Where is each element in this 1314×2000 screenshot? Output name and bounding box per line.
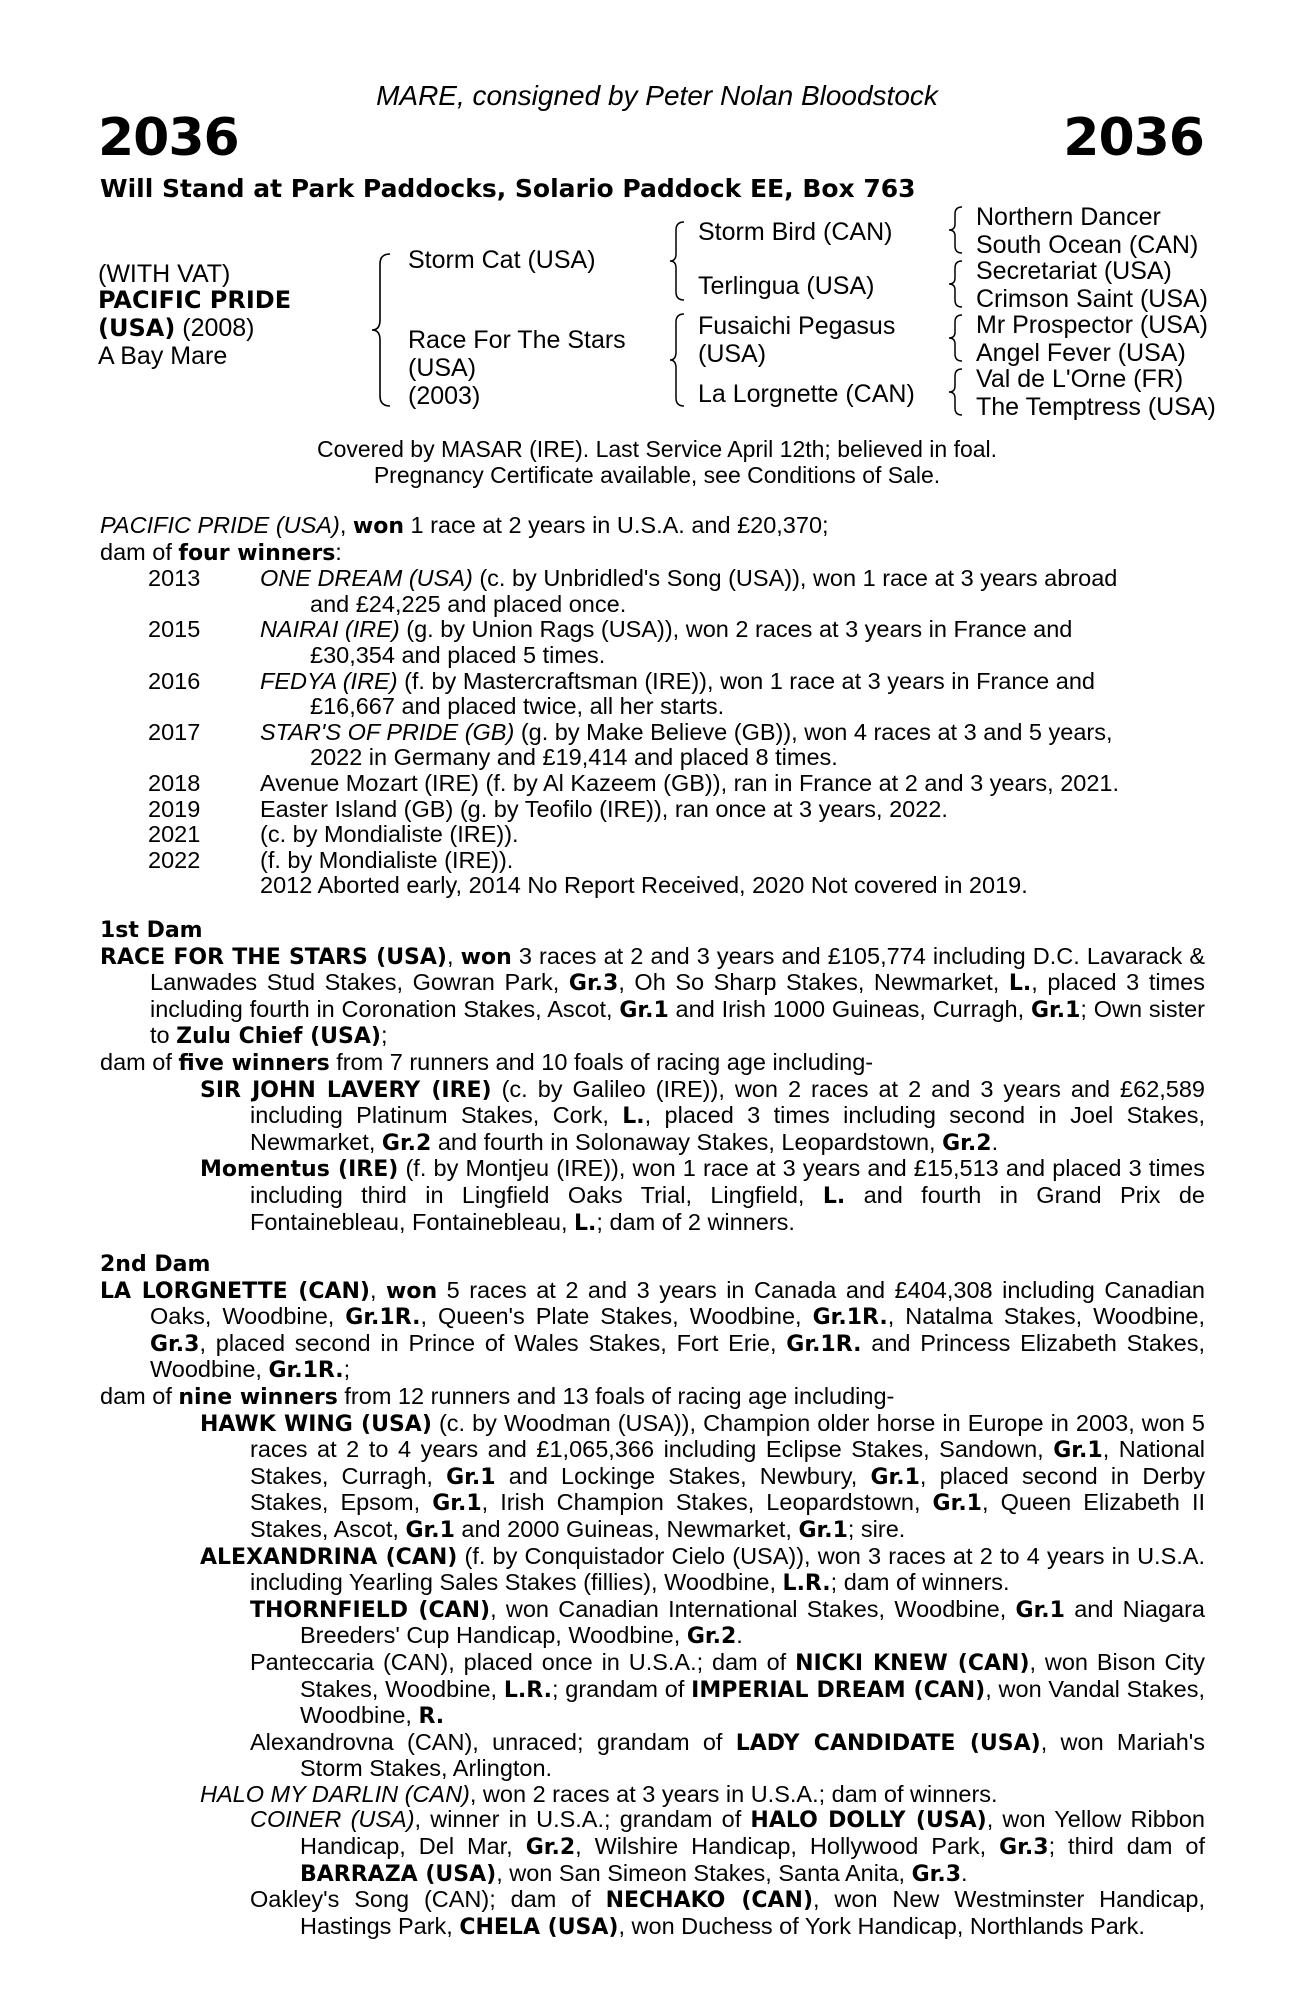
lot-number-left: 2036 (98, 108, 239, 168)
dam-line3: (2003) (408, 382, 481, 410)
horse-description: A Bay Mare (98, 342, 228, 370)
gg-7: Val de L'Orne (FR) (976, 365, 1184, 393)
gg-4: Crimson Saint (USA) (976, 285, 1208, 313)
produce-notes: 2012 Aborted early, 2014 No Report Received, 2020 Not covered in 2019. (260, 872, 1028, 899)
gg-1: Northern Dancer (976, 203, 1161, 231)
produce-2018: 2018 Avenue Mozart (IRE) (f. by Al Kazeem (GB)), ran in France at 2 and 3 years, 2021. (148, 769, 1120, 796)
brace-2-icon (946, 258, 968, 310)
produce-2019: 2019 Easter Island (GB) (g. by Teofilo (IRE)), ran once at 3 years, 2022. (148, 795, 948, 822)
brace-3-icon (946, 312, 968, 364)
first-dam-record: RACE FOR THE STARS (USA), won 3 races at 2 and 3 years and £105,774 including D.C. Lavarack & Lanwades Stud Stakes, Gowran Park, Gr.3, Oh So Sharp Stakes, Newmarket, L., placed 3 times including fourth in Coronation Stakes, Ascot, Gr.1 and Irish 1000 Guineas, Curragh, Gr.1; Own sister to Zulu Chief (USA); (100, 942, 1205, 1050)
oakleys-song: Oakley's Song (CAN); dam of NECHAKO (CAN), won New Westminster Handicap, Hastings Park, CHELA (USA), won Duchess of York Handicap, Northlands Park. (250, 1886, 1206, 1940)
produce-2021: 2021 (c. by Mondialiste (IRE)). (148, 821, 519, 848)
dam-dam: La Lorgnette (CAN) (698, 380, 915, 408)
momentus: Momentus (IRE) (f. by Montjeu (IRE)), won 1 race at 3 years and £15,513 and placed 3 times including third in Lingfield Oaks Trial, Lingfield, L. and fourth in Grand Prix de Fontainebleau, Fontainebleau, L.; dam of 2 winners. (200, 1155, 1205, 1236)
second-dam-winners: dam of nine winners from 12 runners and 13 foals of racing age including- (100, 1382, 895, 1410)
second-dam-section (100, 1252, 1205, 1940)
dam-brace-icon (666, 310, 690, 410)
sire-sire: Storm Bird (CAN) (698, 218, 893, 246)
dam-line1: Race For The Stars (408, 326, 626, 354)
hawk-wing: HAWK WING (USA) (c. by Woodman (USA)), Champion older horse in Europe in 2003, won 5 races at 2 to 4 years and £1,065,366 including Eclipse Stakes, Sandown, Gr.1, National Stakes, Curragh, Gr.1 and Lockinge Stakes, Newbury, Gr.1, placed second in Derby Stakes, Epsom, Gr.1, Irish Champion Stakes, Leopardstown, Gr.1, Queen Elizabeth II Stakes, Ascot, Gr.1 and 2000 Guineas, Newmarket, Gr.1; sire. (200, 1409, 1206, 1543)
second-dam-heading: 2nd Dam (100, 1252, 211, 1277)
sire-brace-icon (666, 218, 690, 304)
sir-john-lavery: SIR JOHN LAVERY (IRE) (c. by Galileo (IRE)), won 2 races at 2 and 3 years and £62,589 including Platinum Stakes, Cork, L., placed 3 times including second in Joel Stakes, Newmarket, Gr.2 and fourth in Solonaway Stakes, Leopardstown, Gr.2. (200, 1075, 1206, 1156)
covered-line2: Pregnancy Certificate available, see Conditions of Sale. (373, 462, 941, 488)
stand-location: Will Stand at Park Paddocks, Solario Paddock EE, Box 763 (100, 174, 916, 203)
panteccaria: Panteccaria (CAN), placed once in U.S.A.; dam of NICKI KNEW (CAN), won Bison City Stakes, Woodbine, L.R.; grandam of IMPERIAL DREAM (CAN), won Vandal Stakes, Woodbine, R. (250, 1648, 1206, 1730)
halo-my-darlin: HALO MY DARLIN (CAN), won 2 races at 3 years in U.S.A.; dam of winners. (200, 1780, 998, 1807)
alexandrovna: Alexandrovna (CAN), unraced; grandam of LADY CANDIDATE (USA), won Mariah's Storm Stakes, Arlington. (250, 1728, 1206, 1782)
first-dam-section (100, 918, 1205, 1236)
second-dam-record: LA LORGNETTE (CAN), won 5 races at 2 and 3 years in Canada and £404,308 including Canadian Oaks, Woodbine, Gr.1R., Queen's Plate Stakes, Woodbine, Gr.1R., Natalma Stakes, Woodbine, Gr.3, placed second in Prince of Wales Stakes, Fort Erie, Gr.1R. and Princess Elizabeth Stakes, Woodbine, Gr.1R.; (100, 1276, 1206, 1384)
dam-of-winners: dam of four winners: (100, 538, 342, 566)
produce-2022: 2022 (f. by Mondialiste (IRE)). (148, 846, 514, 873)
horse-name: PACIFIC PRIDE (98, 286, 292, 314)
horse-origin-year: (USA) (2008) (98, 314, 255, 342)
mare-summary: PACIFIC PRIDE (USA), won 1 race at 2 years in U.S.A. and £20,370; (100, 512, 829, 539)
main-brace-icon (368, 250, 398, 410)
sire: Storm Cat (USA) (408, 246, 596, 274)
vat-label: (WITH VAT) (98, 260, 231, 288)
thornfield: THORNFIELD (CAN), won Canadian International Stakes, Woodbine, Gr.1 and Niagara Breeders' Cup Handicap, Woodbine, Gr.2. (250, 1595, 1205, 1650)
dam-sire-line2: (USA) (698, 340, 767, 368)
produce-2013: 2013 ONE DREAM (USA) (c. by Unbridled's Song (USA)), won 1 race at 3 years abroad and £24,225 and placed once. (148, 565, 1118, 617)
first-dam-heading: 1st Dam (100, 918, 203, 943)
alexandrina: ALEXANDRINA (CAN) (f. by Conquistador Cielo (USA)), won 3 races at 2 to 4 years in U.S.A. including Yearling Sales Stakes (fillies), Woodbine, L.R.; dam of winners. (200, 1542, 1205, 1597)
brace-4-icon (946, 366, 968, 418)
gg-3: Secretariat (USA) (976, 257, 1172, 285)
covered-line1: Covered by MASAR (IRE). Last Service April 12th; believed in foal. (316, 436, 998, 462)
coiner: COINER (USA), winner in U.S.A.; grandam of HALO DOLLY (USA), won Yellow Ribbon Handicap, Del Mar, Gr.2, Wilshire Handicap, Hollywood Park, Gr.3; third dam of BARRAZA (USA), won San Simeon Stakes, Santa Anita, Gr.3. (250, 1806, 1206, 1887)
produce-2015: 2015 NAIRAI (IRE) (g. by Union Rags (USA)), won 2 races at 3 years in France and £30,354 and placed 5 times. (148, 616, 1073, 668)
lot-number-right: 2036 (1063, 108, 1204, 168)
consignment-line: MARE, consigned by Peter Nolan Bloodstock (376, 80, 938, 111)
gg-6: Angel Fever (USA) (976, 339, 1186, 367)
produce-2016: 2016 FEDYA (IRE) (f. by Mastercraftsman (IRE)), won 1 race at 3 years in France and £16,667 and placed twice, all her starts. (148, 667, 1095, 720)
gg-8: The Temptress (USA) (976, 393, 1216, 421)
gg-5: Mr Prospector (USA) (976, 311, 1208, 339)
first-dam-winners: dam of five winners from 7 runners and 10 foals of racing age including- (100, 1048, 874, 1076)
dam-line2: (USA) (408, 354, 477, 382)
dam-sire-line1: Fusaichi Pegasus (698, 312, 896, 340)
produce-2017: 2017 STAR'S OF PRIDE (GB) (g. by Make Believe (GB)), won 4 races at 3 and 5 years, 2022 in Germany and £19,414 and placed 8 times. (148, 718, 1113, 771)
gg-2: South Ocean (CAN) (976, 231, 1199, 259)
brace-1-icon (946, 204, 968, 256)
produce-record (100, 513, 1205, 899)
sire-dam: Terlingua (USA) (698, 272, 875, 300)
